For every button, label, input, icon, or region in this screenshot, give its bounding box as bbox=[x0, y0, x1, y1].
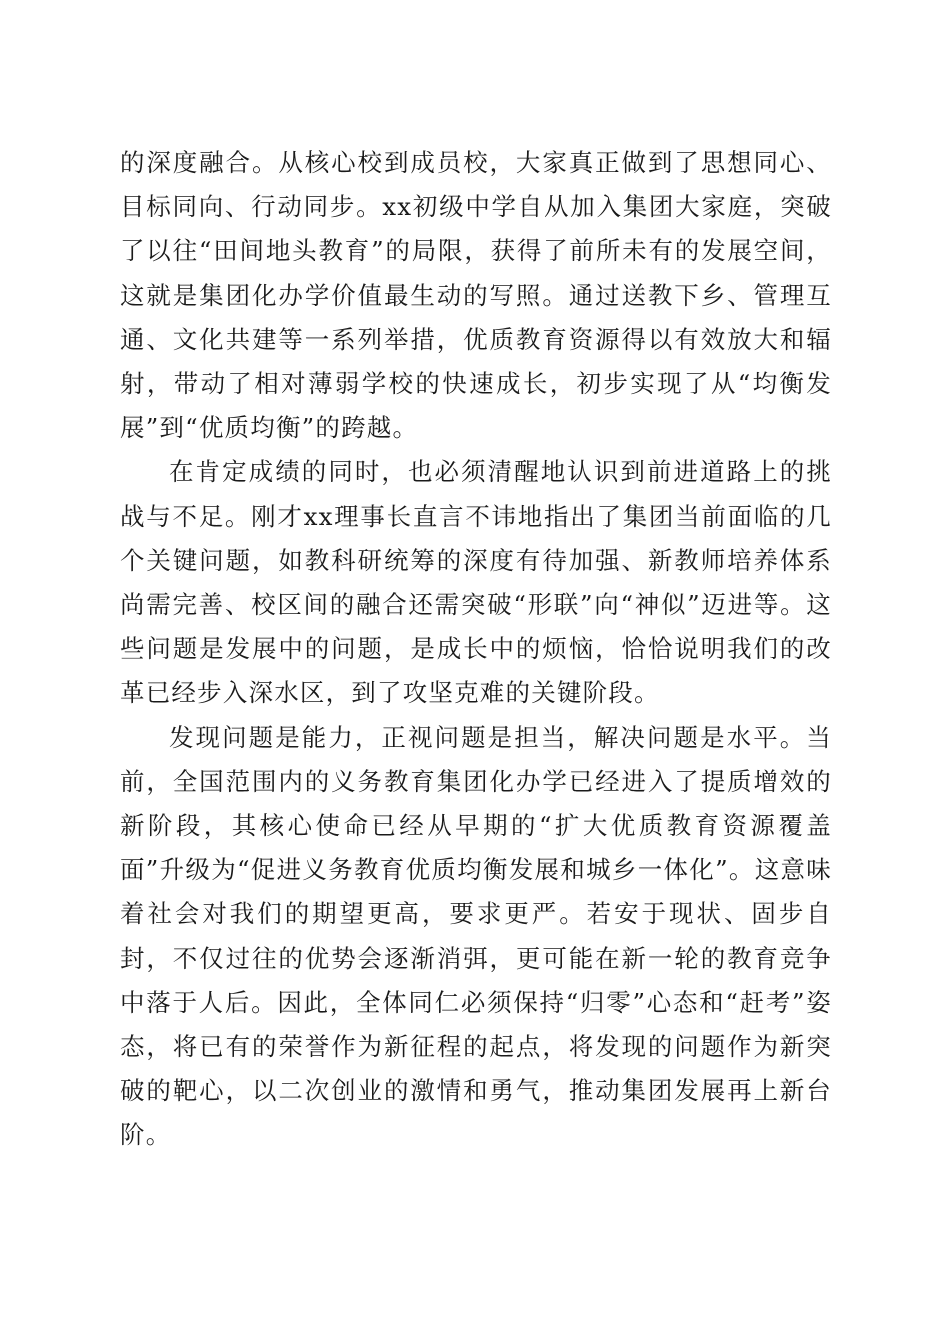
paragraph-achievements-and-challenges: 在肯定成绩的同时，也必须清醒地认识到前进道路上的挑战与不足。刚才xx理事长直言不讳地指出了集团当前面临的几个关键问题，如教科研统筹的深度有待加强、新教师培养体系尚需完善、校区间的融合还需突破“形联”向“神似”迈进等。这些问题是发展中的问题，是成长中的烦恼，恰恰说明我们的改革已经步入深水区，到了攻坚克难的关键阶段。 bbox=[120, 457, 832, 708]
body-text bbox=[120, 141, 832, 1158]
paragraph-new-stage: 发现问题是能力，正视问题是担当，解决问题是水平。当前，全国范围内的义务教育集团化办学已经进入了提质增效的新阶段，其核心使命已经从早期的“扩大优质教育资源覆盖面”升级为“促进义务教育优质均衡发展和城乡一体化”。这意味着社会对我们的期望更高，要求更严。若安于现状、固步自封，不仅过往的优势会逐渐消弭，更可能在新一轮的教育竞争中落于人后。因此，全体同仁必须保持“归零”心态和“赶考”姿态，将已有的荣誉作为新征程的起点，将发现的问题作为新突破的靶心，以二次创业的激情和勇气，推动集团发展再上新台阶。 bbox=[120, 722, 832, 1150]
paragraph-continued: 的深度融合。从核心校到成员校，大家真正做到了思想同心、目标同向、行动同步。xx初级中学自从加入集团大家庭，突破了以往“田间地头教育”的局限，获得了前所未有的发展空间，这就是集团化办学价值最生动的写照。通过送教下乡、管理互通、文化共建等一系列举措，优质教育资源得以有效放大和辐射，带动了相对薄弱学校的快速成长，初步实现了从“均衡发展”到“优质均衡”的跨越。 bbox=[120, 148, 832, 443]
